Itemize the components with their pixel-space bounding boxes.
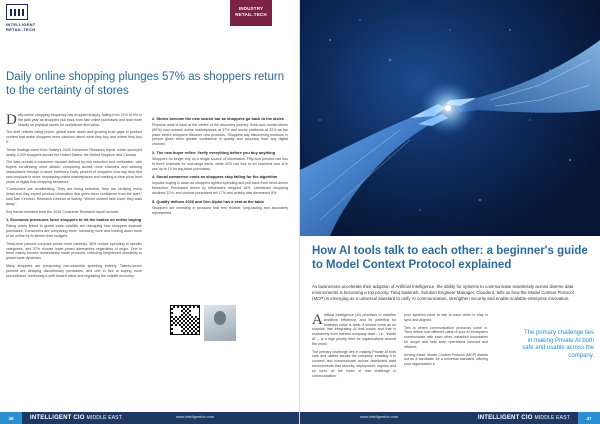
right-article-column-1 xyxy=(312,313,396,381)
brand-region: MIDDLE EAST xyxy=(534,415,570,421)
paragraph: This is where communication protocols come in. They define how different parts of your AI ecosystem communicate with each other, establish boundaries for scope and help keep operations focused and efficient. xyxy=(404,325,488,349)
paragraph: The primary challenge lies in making Private AI both safe and usable across the company, enabling it to connect and communicate across distributed data environments that security, deployment, regions and so forth, at the heart of that challenge is communication: xyxy=(312,349,396,378)
paragraph: Physical retail is back at the centre of the discovery journey. Brick-and-mortar stores (60%) now outrank online marketplaces at 37% and social platforms at 32% as the place where shoppers discover new products. Shoppers say discovering products in person gives them greater confidence in quality and accuracy than any digital channel. xyxy=(152,123,288,147)
paragraph: The shift reflects rising prices, global trade strain and growing trust gaps in product content that make shoppers more cautious about what they buy and where they buy it. xyxy=(6,130,142,144)
left-article-column-1 xyxy=(6,113,142,281)
qr-code-block[interactable] xyxy=(170,305,266,357)
subheading: 2. Stores become the new search bar as shoppers go back to the aisles xyxy=(152,116,284,121)
section-tag-line-1: INDUSTRY xyxy=(238,6,264,11)
quote-paragraph: "Consumers are recalibrating. They are being selective, they are verifying every detail and they expect product information that gives them confidence from the start," said Dan Kemmin, Research Director at Salsify. "Where content falls short, they walk away." xyxy=(6,187,142,206)
footer-brand xyxy=(30,415,122,421)
left-article-column-2 xyxy=(152,113,288,218)
drop-cap: A xyxy=(312,312,323,328)
subheading: 5. Quality defines 2026 and Gen Alpha has a seat at the table xyxy=(152,198,264,204)
paragraph: Rising prices linked to global trade volatility are reshaping how shoppers evaluate purchases. Consumers are comparing more, browsing more and holding down more of an online try to stretch their budgets. xyxy=(6,224,142,238)
paragraph: Shoppers are investing in products that feel reliable, long-lasting and accurately represented. xyxy=(152,205,288,215)
brand-region: MIDDLE EAST xyxy=(86,415,123,421)
right-article-column-2 xyxy=(404,313,488,370)
hero-image-robot-human-hands xyxy=(300,0,600,236)
footer-url[interactable]: www.intelligentcio.com xyxy=(176,415,215,419)
qr-code[interactable] xyxy=(170,305,200,335)
paragraph: rtificial Intelligence (AI) promises to redefine workflow efficiency, and its potential for business value is clear. It should come as no surprise that integrating AI that works and that is exclusively from internal company data – i.e., 'inside AI' – is a high priority item for organisations around the world. xyxy=(312,313,396,346)
right-footer xyxy=(300,412,600,424)
hands-illustration xyxy=(300,0,600,236)
pull-quote: The primary challenge lies in making Private AI both safe and usable across the company. xyxy=(522,330,594,359)
footer-brand xyxy=(478,415,570,421)
logo-line-1: INTELLIGENT xyxy=(6,22,36,27)
page-number: 47 xyxy=(578,412,600,424)
section-tag-line-2: RETAIL.TECH xyxy=(235,12,267,17)
intelligent-retail-logo xyxy=(6,4,36,36)
subheading: 3. The new buyer reflex: Verify everything before you buy anything xyxy=(152,149,276,155)
brand-name: INTELLIGENT CIO xyxy=(30,415,85,421)
paragraph: The data reveals a consumer mindset defined by risk reduction and verification, with buyers scrutinising more details, comparing across more channels and seeking reassurance through in-store inventory. Daily percent of shoppers now say they find new products in store, surpassing online marketplaces and marking a clear pivot from years of digital-first shopping behaviour. xyxy=(6,160,142,184)
paragraph: Among these, Model Context Protocol (MCP) stands out as a candidate for a universal standard, offering your organisation a xyxy=(404,352,488,367)
subheading: 4. Social commerce cools as shoppers stop falling for the algorithm xyxy=(152,174,278,180)
article-headline-right: How AI tools talk to each other: a beginner's guide to Model Context Protocol explained xyxy=(312,245,588,271)
footer-url[interactable]: www.intelligentcio.com xyxy=(360,415,399,419)
right-page xyxy=(300,0,600,424)
article-headline-left: Daily online shopping plunges 57% as shoppers return to the certainty of stores xyxy=(6,71,285,97)
article-intro: As businesses accelerate their adoption of Artificial Intelligence, the ability for systems to communicate seamlessly across diverse data environments is becoming a top priority. Tariq Salameh, Solution Engineer Manager, Cloudera, tells us how the Model Context Protocol (MCP) is emerging as a universal standard to unify AI communication, strengthen security and enable scalable enterprise innovation. xyxy=(312,284,574,301)
brand-name: INTELLIGENT CIO xyxy=(477,415,533,421)
paragraph: aily online shopping frequency has dropped sharply, falling from 21% to 9% in the past year as shoppers pull back from fast online purchases and lean more heavily on physical stores for confidence and value. xyxy=(17,113,142,127)
subheading: 1. Economic pressures force shoppers to hit the brakes on online buying xyxy=(6,217,142,223)
drop-cap: D xyxy=(6,112,17,128)
left-footer xyxy=(0,412,300,424)
paragraph: Key trends revealed from the 2026 Consumer Research report include: xyxy=(6,209,119,214)
paragraph: your systems need to talk to each other to stay in sync and aligned. xyxy=(404,313,488,322)
paragraph: Impulse buying is down as shoppers tighten spending and pull back from trend-driven behaviour. Purchases driven by influencers dropped 18%. Livestream shopping declined 12%, and product purchases fell 17% and activity was decreased 8%. xyxy=(152,181,288,195)
paragraph: Thirty-nine percent compare prices more carefully, 38% reduce spending in specific categories, and 37% choose lower-priced alternatives regardless of origin. One in three mainly browse domestically made products, reflecting heightened sensitivity to global trade dynamics. xyxy=(6,241,142,261)
paragraph: Many shoppers are postponing non-essential spending entirely. Twenty-seven percent are delaying discretionary purchases, and one in five is buying more secondhand, reinforcing a shift toward value and regulating the volatile economy. xyxy=(6,263,142,278)
paragraph: These findings come from Salsify's 2026 Consumer Research report, which surveyed nearly 3,000 shoppers across the United States, the United Kingdom and Canada. xyxy=(6,147,142,157)
author-photo xyxy=(204,305,236,341)
logo-line-2: RETAIL.TECH xyxy=(6,27,36,32)
section-tag xyxy=(230,0,272,26)
page-number: 46 xyxy=(0,412,22,424)
barcode-cart-icon xyxy=(6,4,28,20)
paragraph: Shoppers no longer rely on a single source of information. Fifty-four percent use two to three channels for mid-range items, while 32% use four to six channels and 11% use up to 10 for big-ticket purchases. xyxy=(152,156,288,171)
